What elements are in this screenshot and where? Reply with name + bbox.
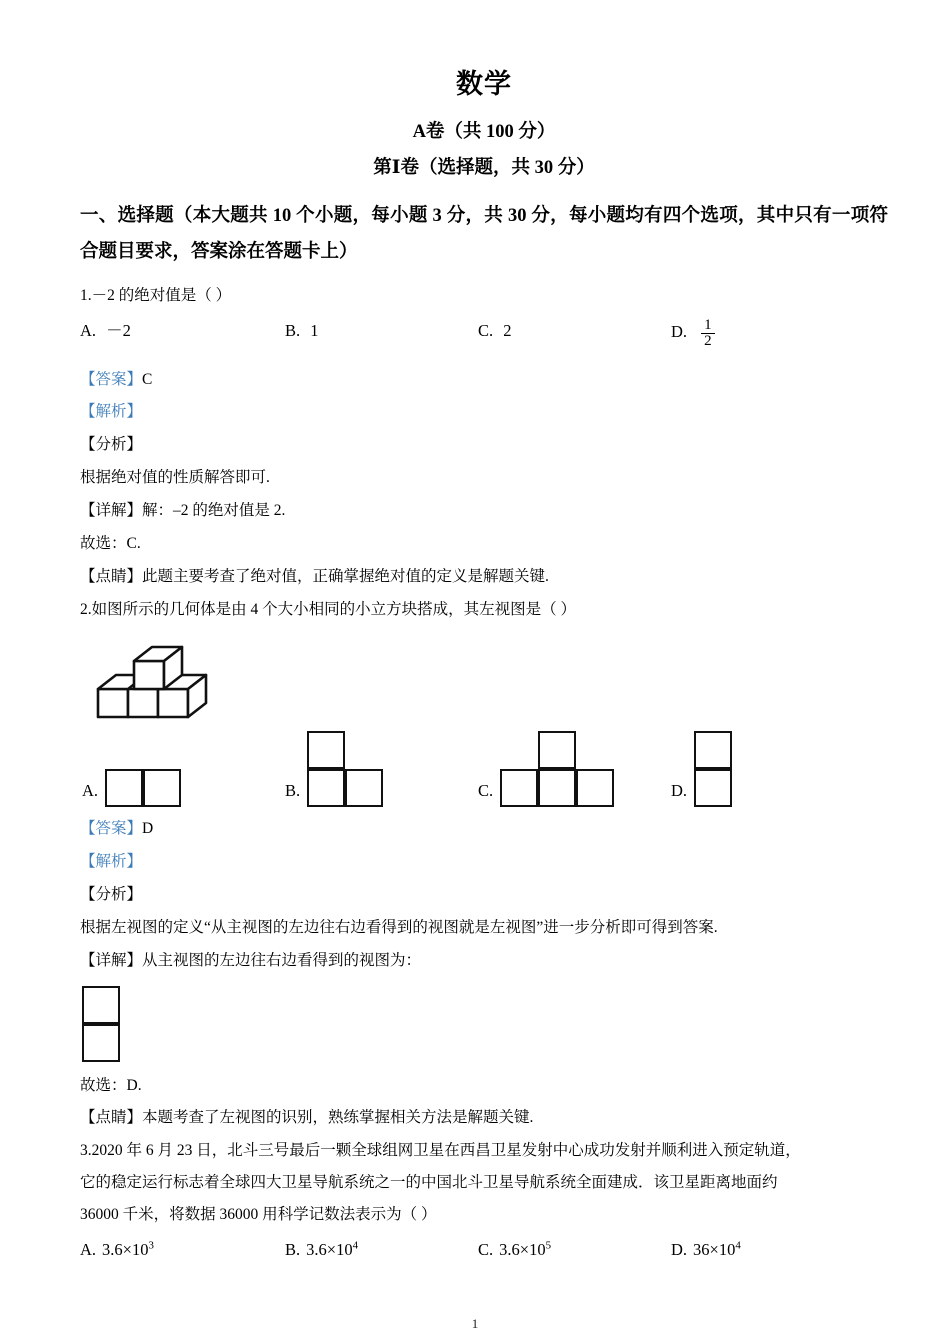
question-1-choose: 故选：C. xyxy=(80,534,141,552)
question-1-option-a[interactable] xyxy=(80,318,131,344)
fenxi-tag: 【分析】 xyxy=(80,886,143,904)
square-cell xyxy=(500,769,538,807)
question-3-stem-line-3: 36000 千米，将数据 36000 用科学记数法表示为（ ） xyxy=(80,1205,437,1223)
question-1-options xyxy=(80,318,888,362)
question-1-analysis-tag-line xyxy=(80,396,888,429)
square-cell xyxy=(694,731,732,769)
question-3-option-b[interactable] xyxy=(285,1237,358,1263)
question-1-detail-line xyxy=(80,495,888,528)
question-2-insight-line xyxy=(80,1102,888,1135)
question-2-options xyxy=(80,745,888,807)
square-cell xyxy=(538,769,576,807)
square-cell xyxy=(345,769,383,807)
square-cell xyxy=(307,769,345,807)
shape-two-squares-horizontal xyxy=(105,769,181,807)
question-2-answer-line xyxy=(80,813,888,846)
option-label: B. xyxy=(285,1239,301,1259)
fraction-one-half xyxy=(701,318,715,351)
question-1-insight: 此题主要考查了绝对值，正确掌握绝对值的定义是解题关键. xyxy=(142,567,549,585)
question-2-detail-line xyxy=(80,945,888,978)
answer-tag: 【答案】 xyxy=(80,370,143,388)
page-number: 1 xyxy=(471,1316,479,1331)
question-3-stem-line-2: 它的稳定运行标志着全球四大卫星导航系统之一的中国北斗卫星导航系统全面建成．该卫星距离地面约 xyxy=(80,1174,778,1192)
option-label: D. xyxy=(671,322,688,342)
question-1-answer-line xyxy=(80,364,888,397)
question-3-stem-line-1: 3.2020 年 6 月 23 日，北斗三号最后一颗全球组网卫星在西昌卫星发射中心成功发射并顺利进入预定轨道， xyxy=(80,1142,801,1160)
question-2-option-a[interactable] xyxy=(82,769,181,807)
question-2-option-d[interactable] xyxy=(671,731,732,807)
question-3-option-d[interactable] xyxy=(671,1237,741,1263)
shape-l xyxy=(307,731,383,807)
option-label: B. xyxy=(285,781,301,801)
option-base: 3.6×10 xyxy=(306,1239,353,1259)
question-2-answer: D xyxy=(142,820,154,838)
question-2-analysis-text: 根据左视图的定义“从主视图的左边往右边看得到的视图就是左视图”进一步分析即可得到答案. xyxy=(80,918,718,936)
question-2-fenxi-tag-line xyxy=(80,879,888,912)
question-2-stem: 2.如图所示的几何体是由 4 个大小相同的小立方块搭成，其左视图是（ ） xyxy=(80,600,577,618)
fraction-denominator: 2 xyxy=(701,333,715,350)
question-3-options xyxy=(80,1237,888,1271)
question-1-answer: C xyxy=(142,370,153,388)
option-exponent: 4 xyxy=(352,1239,359,1252)
volume-heading: A卷（共 100 分） xyxy=(412,122,556,143)
square-cell xyxy=(105,769,143,807)
question-1-option-d[interactable] xyxy=(671,318,715,351)
fenxi-tag: 【分析】 xyxy=(80,436,143,454)
isometric-solid-figure xyxy=(94,635,229,731)
option-label: A. xyxy=(82,781,99,801)
option-label: A. xyxy=(80,320,97,340)
analysis-tag: 【解析】 xyxy=(80,403,143,421)
option-label: D. xyxy=(671,781,688,801)
question-2-insight: 本题考查了左视图的识别，熟练掌握相关方法是解题关键. xyxy=(142,1109,534,1127)
question-2-detail-figure xyxy=(82,986,120,1062)
option-label: A. xyxy=(80,1239,97,1259)
question-1-detail: 解：–2 的绝对值是 2. xyxy=(142,501,286,519)
option-text: 2 xyxy=(503,320,512,340)
option-label: C. xyxy=(478,781,494,801)
answer-tag: 【答案】 xyxy=(80,820,143,838)
square-cell xyxy=(82,986,120,1024)
option-label: C. xyxy=(478,1239,494,1259)
question-1-stem: 1.－2 的绝对值是（ ） xyxy=(80,286,232,304)
shape-two-squares-vertical xyxy=(694,731,732,807)
question-2-option-c[interactable] xyxy=(478,731,614,807)
square-cell xyxy=(307,731,345,769)
option-base: 36×10 xyxy=(693,1239,736,1259)
analysis-tag: 【解析】 xyxy=(80,853,143,871)
isometric-cubes-svg xyxy=(94,635,229,731)
question-2-analysis-tag-line xyxy=(80,846,888,879)
square-cell xyxy=(576,769,614,807)
page-title: 数学 xyxy=(456,69,512,99)
option-exponent: 3 xyxy=(148,1239,154,1252)
question-2-option-b[interactable] xyxy=(285,731,383,807)
shape-t xyxy=(500,731,614,807)
option-label: B. xyxy=(285,320,301,340)
option-label: C. xyxy=(478,320,494,340)
option-base: 3.6×10 xyxy=(102,1239,149,1259)
section-intro: 一、选择题（本大题共 10 个小题，每小题 3 分，共 30 分，每小题均有四个选项，其中只有一项符合题目要求，答案涂在答题卡上） xyxy=(80,205,888,262)
option-exponent: 4 xyxy=(735,1239,741,1252)
question-3-option-a[interactable] xyxy=(80,1237,154,1263)
question-2-detail: 从主视图的左边往右边看得到的视图为： xyxy=(142,951,422,969)
option-exponent: 5 xyxy=(545,1239,552,1252)
xiangjie-tag: 【详解】 xyxy=(80,501,143,519)
question-1-option-c[interactable] xyxy=(478,318,512,344)
question-3-option-c[interactable] xyxy=(478,1237,551,1263)
fraction-numerator: 1 xyxy=(704,316,712,333)
option-text: －2 xyxy=(106,320,131,340)
square-cell xyxy=(82,1024,120,1062)
option-text: 1 xyxy=(310,320,319,340)
option-label: D. xyxy=(671,1239,688,1259)
question-1-fenxi-tag-line xyxy=(80,429,888,462)
square-cell xyxy=(143,769,181,807)
xiangjie-tag: 【详解】 xyxy=(80,951,143,969)
question-1-insight-line xyxy=(80,561,888,594)
question-1-option-b[interactable] xyxy=(285,318,319,344)
dianjing-tag: 【点睛】 xyxy=(80,567,143,585)
square-cell xyxy=(694,769,732,807)
part-heading: 第Ⅰ卷（选择题，共 30 分） xyxy=(373,158,595,179)
square-cell xyxy=(538,731,576,769)
question-1-analysis-text: 根据绝对值的性质解答即可. xyxy=(80,469,270,487)
question-2-choose: 故选：D. xyxy=(80,1076,142,1094)
option-base: 3.6×10 xyxy=(499,1239,546,1259)
dianjing-tag: 【点睛】 xyxy=(80,1109,143,1127)
